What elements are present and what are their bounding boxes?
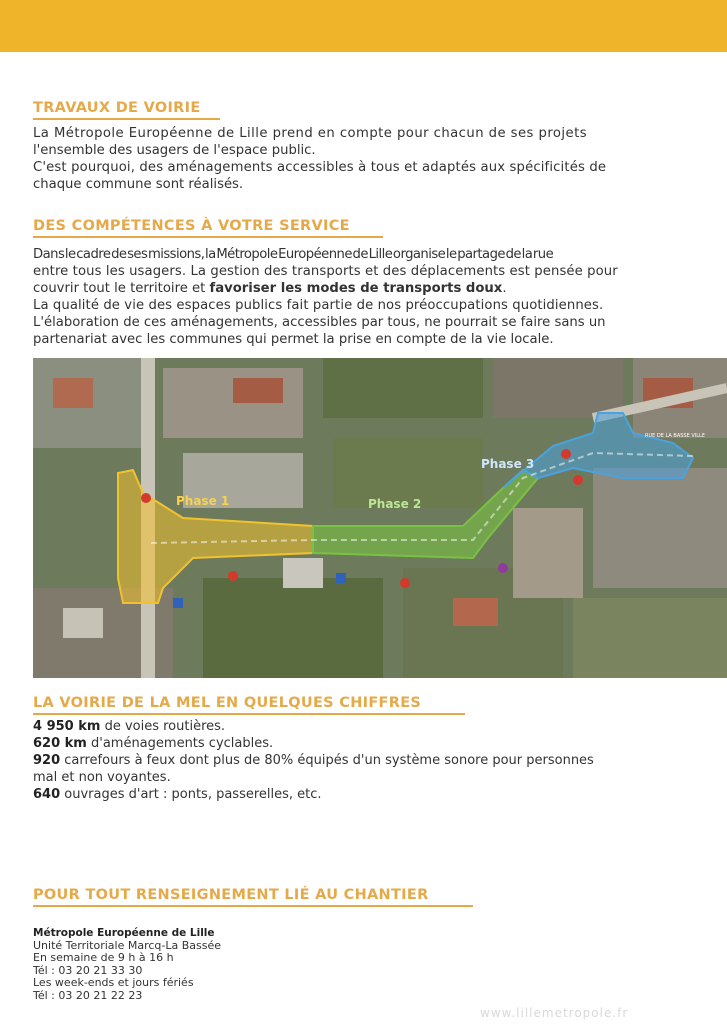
figure-text: carrefours à feux dont plus de 80% équipés d'un système sonore pour personnes [60,753,594,768]
heading-text: POUR TOUT RENSEIGNEMENT LIÉ AU CHANTIER [33,887,429,903]
phase2-label: Phase 2 [368,497,422,511]
text-line: entre tous les usagers. La gestion des transports et des déplacements est pensée pour [33,264,618,279]
map-parking-icon [336,573,346,583]
map-block [513,508,583,598]
contact-line: Unité Territoriale Marcq-La Bassée [33,938,222,952]
contact-phone: Tél : 03 20 21 22 23 [33,988,143,1002]
contact-line: Les week-ends et jours fériés [33,976,194,989]
text-line [33,280,703,297]
map-block [573,598,727,678]
top-color-band [0,0,727,52]
map-roof [283,558,323,588]
map-poi-icon [573,475,583,485]
map-poi-icon [228,571,238,581]
text-line: Dans le cadre de ses missions, la Métropole Européenne de Lille organise le partage de la rue [33,247,554,262]
text-fragment: . [502,281,507,296]
heading-text: DES COMPÉTENCES À VOTRE SERVICE [33,218,350,234]
key-figures-list [33,718,683,803]
text-line: La qualité de vie des espaces publics fait partie de nos préoccupations quotidiennes. [33,298,604,313]
text-line: l'ensemble des usagers de l'espace public. [33,143,316,158]
map-poi-icon [400,578,410,588]
phase3-label: Phase 3 [481,457,535,471]
text-line: chaque commune sont réalisés. [33,177,244,192]
map-roof [233,378,283,403]
figure-value: 620 km [33,736,87,751]
aerial-map [33,358,727,678]
text-line: La Métropole Européenne de Lille prend en compte pour chacun de ses projets [33,126,588,141]
map-poi-icon [141,493,151,503]
text-line: C'est pourquoi, des aménagements accessibles à tous et adaptés aux spécificités de [33,160,607,175]
contact-org: Métropole Européenne de Lille [33,927,215,939]
heading-competences [33,218,350,234]
map-poi-icon [498,563,508,573]
figure-text: d'aménagements cyclables. [86,736,274,751]
heading-underline [33,236,383,238]
map-block [493,358,623,418]
heading-underline [33,118,220,120]
figure-item [33,718,683,735]
map-block [593,468,727,588]
heading-text: LA VOIRIE DE LA MEL EN QUELQUES CHIFFRES [33,695,422,711]
map-roof [53,378,93,408]
figure-text: ouvrages d'art : ponts, passerelles, etc. [60,787,322,802]
heading-text: TRAVAUX DE VOIRIE [33,100,201,116]
street-label: RUE DE LA BASSE VILLE [645,433,705,439]
figure-value: 4 950 km [33,719,101,734]
contact-phone: Tél : 03 20 21 33 30 [33,963,143,977]
figure-text: de voies routières. [100,719,226,734]
map-block [203,578,383,678]
map-roof [63,608,103,638]
paragraph-competences [33,246,703,348]
text-fragment: couvrir tout le territoire et [33,281,210,296]
map-block [323,358,483,418]
figure-item [33,786,683,803]
figure-value: 920 [33,753,61,768]
figure-text: mal et non voyantes. [33,770,171,785]
text-line: partenariat avec les communes qui permet la prise en compte de la vie locale. [33,332,554,347]
aerial-map-svg [33,358,727,678]
bold-fragment: favoriser les modes de transports doux [209,281,503,296]
figure-value: 640 [33,787,61,802]
heading-renseignement [33,887,429,903]
map-roof [453,598,498,626]
map-parking-icon [173,598,183,608]
contact-line: En semaine de 9 h à 16 h [33,951,174,964]
text-line: L'élaboration de ces aménagements, accessibles par tous, ne pourrait se faire sans un [33,315,606,330]
figure-item [33,752,683,769]
heading-underline [33,713,465,715]
heading-underline [33,905,473,907]
contact-block [33,927,221,1002]
heading-chiffres [33,695,421,711]
figure-item [33,769,683,786]
figure-item [33,735,683,752]
heading-travaux-de-voirie [33,100,201,116]
map-poi-icon [561,449,571,459]
footer-website: www.lillemetropole.fr [480,1006,629,1020]
phase1-label: Phase 1 [176,494,230,508]
paragraph-travaux [33,125,693,193]
